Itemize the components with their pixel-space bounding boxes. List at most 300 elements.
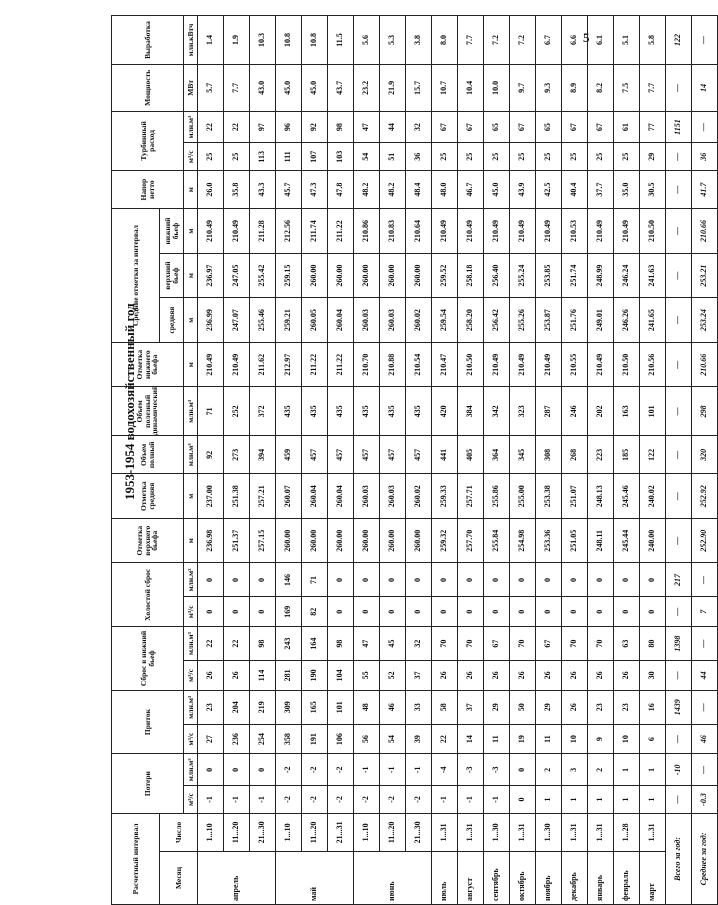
value-cell: 255.00	[510, 474, 536, 519]
value-cell: 1.4	[198, 16, 224, 65]
value-cell: 14	[458, 724, 484, 754]
value-cell: 210.88	[380, 342, 406, 387]
header-losses: Потери	[112, 754, 184, 813]
table-row	[354, 16, 380, 905]
value-cell: 243	[276, 627, 302, 661]
value-cell: 248.13	[588, 474, 614, 519]
value-cell: 259.32	[432, 518, 458, 563]
value-cell: 50	[510, 690, 536, 724]
value-cell: 98	[328, 111, 354, 143]
value-cell: 253.38	[536, 474, 562, 519]
value-cell: 260.04	[302, 474, 328, 519]
value-cell: 435	[328, 387, 354, 436]
value-cell: 210.54	[406, 342, 432, 387]
unit-cell: млн.кВтч	[184, 16, 198, 65]
value-cell: —	[666, 597, 692, 627]
value-cell: 5.1	[614, 16, 640, 65]
page-number: 5	[583, 30, 590, 45]
value-cell: 54	[354, 143, 380, 171]
value-cell: 6.1	[588, 16, 614, 65]
value-cell: 260.00	[380, 253, 406, 298]
value-cell: 268	[562, 436, 588, 474]
month-cell: июль	[432, 851, 458, 904]
month-cell: июнь	[354, 851, 432, 904]
value-cell: 67	[536, 627, 562, 661]
unit-cell: млн.м³	[184, 754, 198, 786]
value-cell: 210.66	[692, 342, 718, 387]
value-cell: 25	[198, 143, 224, 171]
table-row	[380, 16, 406, 905]
value-cell: 249.01	[588, 298, 614, 343]
value-cell: 247.07	[224, 298, 250, 343]
value-cell: 255.84	[484, 518, 510, 563]
value-cell: 26	[536, 661, 562, 691]
table-row	[588, 16, 614, 905]
header-level-lower: Отметка нижнего бьефа	[112, 342, 184, 387]
value-cell: 29	[640, 143, 666, 171]
value-cell: 25	[458, 143, 484, 171]
value-cell: 67	[484, 627, 510, 661]
value-cell: 7.2	[510, 16, 536, 65]
unit-cell: м³/с	[184, 143, 198, 171]
value-cell: 246	[562, 387, 588, 436]
value-cell: —	[692, 16, 718, 65]
value-cell: 257.70	[458, 518, 484, 563]
header-level-upper: Отметка верхнего бьефа	[112, 518, 184, 563]
value-cell: 253.87	[536, 298, 562, 343]
day-cell: 11...20	[380, 813, 406, 851]
value-cell: 259.52	[432, 253, 458, 298]
table-row	[432, 16, 458, 905]
value-cell: 372	[250, 387, 276, 436]
value-cell: 245.44	[614, 518, 640, 563]
day-cell: 21...30	[406, 813, 432, 851]
value-cell: 217	[666, 563, 692, 597]
value-cell: 67	[432, 111, 458, 143]
value-cell: —	[666, 518, 692, 563]
unit-cell: м	[184, 209, 198, 254]
value-cell: 0	[614, 563, 640, 597]
day-cell: 21...30	[250, 813, 276, 851]
value-cell: 0	[198, 597, 224, 627]
day-cell: 1...31	[588, 813, 614, 851]
value-cell: 258.20	[458, 298, 484, 343]
value-cell: 248.11	[588, 518, 614, 563]
total-row	[666, 16, 692, 905]
table-row	[536, 16, 562, 905]
value-cell: 211.74	[302, 209, 328, 254]
value-cell: 26	[224, 661, 250, 691]
value-cell: 32	[406, 627, 432, 661]
month-cell: апрель	[198, 851, 276, 904]
value-cell: 114	[250, 661, 276, 691]
value-cell: 16	[640, 690, 666, 724]
value-cell: 3	[562, 754, 588, 786]
value-cell: 260.03	[380, 474, 406, 519]
month-cell: ноябрь	[536, 851, 562, 904]
value-cell: 1	[640, 754, 666, 786]
value-cell: 80	[640, 627, 666, 661]
value-cell: 253.85	[536, 253, 562, 298]
value-cell: 0	[198, 754, 224, 786]
month-cell: октябрь	[510, 851, 536, 904]
value-cell: 8.2	[588, 64, 614, 111]
day-cell: 11...20	[302, 813, 328, 851]
header-turbine: Турбинный расход	[112, 111, 184, 170]
value-cell: 45.0	[484, 171, 510, 209]
value-cell: 251.38	[224, 474, 250, 519]
value-cell: 0	[588, 563, 614, 597]
value-cell: 260.00	[328, 518, 354, 563]
unit-cell: млн.м³	[184, 387, 198, 436]
value-cell: 9	[588, 724, 614, 754]
value-cell: 260.05	[302, 298, 328, 343]
header-discharge-lower: Сброс в нижний бьеф	[112, 627, 184, 691]
value-cell: 6.7	[536, 16, 562, 65]
value-cell: 210.49	[588, 209, 614, 254]
table-row	[510, 16, 536, 905]
value-cell: 255.26	[510, 298, 536, 343]
unit-cell: м	[184, 474, 198, 519]
value-cell: 40.4	[562, 171, 588, 209]
value-cell: 260.00	[276, 518, 302, 563]
value-cell: 22	[224, 627, 250, 661]
value-cell: 457	[354, 436, 380, 474]
value-cell: 251.05	[562, 518, 588, 563]
value-cell: 210.50	[640, 209, 666, 254]
value-cell: 364	[484, 436, 510, 474]
value-cell: 260.00	[328, 253, 354, 298]
value-cell: 459	[276, 436, 302, 474]
value-cell: 26	[432, 661, 458, 691]
value-cell: 0	[328, 563, 354, 597]
value-cell: 25	[224, 143, 250, 171]
value-cell: 5.7	[198, 64, 224, 111]
value-cell: 48.4	[406, 171, 432, 209]
value-cell: 25	[562, 143, 588, 171]
value-cell: 26	[562, 661, 588, 691]
value-cell: 9.3	[536, 64, 562, 111]
month-cell: декабрь	[562, 851, 588, 904]
value-cell: 8.0	[432, 16, 458, 65]
value-cell: 260.02	[406, 474, 432, 519]
value-cell: 185	[614, 436, 640, 474]
value-cell: 10.8	[302, 16, 328, 65]
value-cell: 457	[302, 436, 328, 474]
value-cell: 25	[614, 143, 640, 171]
value-cell: 435	[380, 387, 406, 436]
value-cell: 169	[276, 597, 302, 627]
value-cell: —	[692, 690, 718, 724]
value-cell: 25	[588, 143, 614, 171]
value-cell: 210.49	[198, 209, 224, 254]
value-cell: 19	[510, 724, 536, 754]
value-cell: 101	[328, 690, 354, 724]
value-cell: 43.3	[250, 171, 276, 209]
value-cell: 342	[484, 387, 510, 436]
value-cell: 210.53	[562, 209, 588, 254]
value-cell: 273	[224, 436, 250, 474]
day-cell: 21...31	[328, 813, 354, 851]
value-cell: —	[666, 474, 692, 519]
month-cell: август	[458, 851, 484, 904]
value-cell: 1.9	[224, 16, 250, 65]
header-idle-discharge: Холостой сброс	[112, 563, 184, 627]
value-cell: 1439	[666, 690, 692, 724]
value-cell: 6	[640, 724, 666, 754]
value-cell: 260.04	[328, 298, 354, 343]
value-cell: 210.49	[224, 342, 250, 387]
value-cell: 210.49	[614, 209, 640, 254]
value-cell: 7.2	[484, 16, 510, 65]
value-cell: 219	[250, 690, 276, 724]
value-cell: —	[692, 754, 718, 786]
value-cell: 42.5	[536, 171, 562, 209]
value-cell: -2	[276, 754, 302, 786]
value-cell: 260.00	[354, 518, 380, 563]
value-cell: 260.00	[302, 518, 328, 563]
value-cell: 165	[302, 690, 328, 724]
value-cell: 46	[692, 724, 718, 754]
value-cell: 252.92	[692, 474, 718, 519]
header-avg-upper: верхний бьеф	[160, 253, 184, 298]
value-cell: 457	[328, 436, 354, 474]
value-cell: 236.98	[198, 518, 224, 563]
table-row	[250, 16, 276, 905]
value-cell: 260.00	[406, 253, 432, 298]
value-cell: 48	[354, 690, 380, 724]
value-cell: 30	[640, 661, 666, 691]
value-cell: 260.00	[406, 518, 432, 563]
unit-cell: м	[184, 342, 198, 387]
value-cell: 0	[562, 597, 588, 627]
value-cell: 46.7	[458, 171, 484, 209]
value-cell: 255.24	[510, 253, 536, 298]
value-cell: -2	[328, 786, 354, 814]
value-cell: 70	[458, 627, 484, 661]
value-cell: 70	[562, 627, 588, 661]
value-cell: 77	[640, 111, 666, 143]
value-cell: 287	[536, 387, 562, 436]
value-cell: 0	[588, 597, 614, 627]
header-avg-levels: Средние отметки за интервал	[112, 209, 160, 343]
value-cell: 26	[614, 661, 640, 691]
value-cell: 259.54	[432, 298, 458, 343]
value-cell: 27	[198, 724, 224, 754]
value-cell: 25	[536, 143, 562, 171]
value-cell: 237.00	[198, 474, 224, 519]
unit-cell: м	[184, 518, 198, 563]
value-cell: 7.7	[224, 64, 250, 111]
value-cell: 25	[510, 143, 536, 171]
day-cell: 1...31	[562, 813, 588, 851]
value-cell: 10.4	[458, 64, 484, 111]
value-cell: 253.21	[692, 253, 718, 298]
value-cell: 65	[536, 111, 562, 143]
value-cell: 260.07	[276, 474, 302, 519]
day-cell: 1...31	[458, 813, 484, 851]
value-cell: 323	[510, 387, 536, 436]
day-cell: 11...20	[224, 813, 250, 851]
value-cell: 253.36	[536, 518, 562, 563]
table-row	[484, 16, 510, 905]
value-cell: 0	[640, 563, 666, 597]
value-cell: 308	[536, 436, 562, 474]
value-cell: 260.00	[354, 253, 380, 298]
value-cell: 29	[536, 690, 562, 724]
value-cell: 210.86	[354, 209, 380, 254]
value-cell: 45.0	[302, 64, 328, 111]
value-cell: 405	[458, 436, 484, 474]
value-cell: —	[666, 143, 692, 171]
day-cell: 1...30	[536, 813, 562, 851]
value-cell: 247.05	[224, 253, 250, 298]
value-cell: 210.70	[354, 342, 380, 387]
value-cell: 33	[406, 690, 432, 724]
value-cell: 26	[484, 661, 510, 691]
value-cell: —	[692, 627, 718, 661]
value-cell: 0	[510, 786, 536, 814]
value-cell: 43.9	[510, 171, 536, 209]
day-cell: 1...28	[614, 813, 640, 851]
unit-cell: млн.м³	[184, 690, 198, 724]
header-interval: Расчетный интервал	[112, 813, 160, 904]
table-row	[224, 16, 250, 905]
value-cell: -1	[250, 786, 276, 814]
value-cell: -2	[406, 786, 432, 814]
value-cell: 0	[250, 754, 276, 786]
value-cell: 101	[640, 387, 666, 436]
value-cell: 0	[198, 563, 224, 597]
table-row	[614, 16, 640, 905]
value-cell: 210.49	[484, 209, 510, 254]
header-output: Выработка	[112, 16, 184, 65]
value-cell: 259.21	[276, 298, 302, 343]
value-cell: 44	[692, 661, 718, 691]
unit-cell: млн.м³	[184, 563, 198, 597]
value-cell: 257.71	[458, 474, 484, 519]
value-cell: 45.7	[276, 171, 302, 209]
value-cell: 298	[692, 387, 718, 436]
unit-cell: млн.м³	[184, 627, 198, 661]
value-cell: 98	[328, 627, 354, 661]
value-cell: 26	[588, 661, 614, 691]
value-cell: 211.22	[328, 209, 354, 254]
value-cell: 1	[640, 786, 666, 814]
value-cell: 0	[484, 563, 510, 597]
value-cell: 111	[276, 143, 302, 171]
header-volume-useful: Объем полезный динамический	[112, 387, 184, 436]
value-cell: —	[666, 436, 692, 474]
month-cell: март	[640, 851, 666, 904]
value-cell: 394	[250, 436, 276, 474]
value-cell: 435	[302, 387, 328, 436]
value-cell: 23	[614, 690, 640, 724]
value-cell: 37	[406, 661, 432, 691]
value-cell: 236.97	[198, 253, 224, 298]
table-row	[562, 16, 588, 905]
value-cell: 255.42	[250, 253, 276, 298]
day-cell: 1...10	[276, 813, 302, 851]
value-cell: 211.62	[250, 342, 276, 387]
value-cell: -1	[224, 786, 250, 814]
value-cell: 146	[276, 563, 302, 597]
value-cell: 211.22	[328, 342, 354, 387]
value-cell: 0	[510, 597, 536, 627]
value-cell: 0	[458, 563, 484, 597]
value-cell: 260.03	[380, 298, 406, 343]
value-cell: 10.0	[484, 64, 510, 111]
value-cell: 260.03	[354, 298, 380, 343]
value-cell: 30.5	[640, 171, 666, 209]
value-cell: 25	[484, 143, 510, 171]
value-cell: 0	[536, 597, 562, 627]
value-cell: -4	[432, 754, 458, 786]
value-cell: 36	[406, 143, 432, 171]
value-cell: 0	[224, 563, 250, 597]
value-cell: 35.8	[224, 171, 250, 209]
value-cell: 39	[406, 724, 432, 754]
value-cell: 245.46	[614, 474, 640, 519]
month-cell: январь	[588, 851, 614, 904]
reservoir-table	[111, 15, 718, 905]
value-cell: 8.9	[562, 64, 588, 111]
value-cell: 71	[198, 387, 224, 436]
value-cell: 236.99	[198, 298, 224, 343]
value-cell: 0	[614, 597, 640, 627]
value-cell: 51	[380, 143, 406, 171]
value-cell: 255.46	[250, 298, 276, 343]
value-cell: 23.2	[354, 64, 380, 111]
value-cell: 0	[354, 563, 380, 597]
value-cell: 107	[302, 143, 328, 171]
value-cell: —	[666, 209, 692, 254]
value-cell: 98	[250, 627, 276, 661]
header-avg-mid: средняя	[160, 298, 184, 343]
value-cell: 11.5	[328, 16, 354, 65]
value-cell: 10	[614, 724, 640, 754]
value-cell: -1	[198, 786, 224, 814]
value-cell: 240.02	[640, 474, 666, 519]
value-cell: 256.42	[484, 298, 510, 343]
value-cell: 10.7	[432, 64, 458, 111]
value-cell: 37	[458, 690, 484, 724]
value-cell: 47	[354, 627, 380, 661]
value-cell: 0	[484, 597, 510, 627]
value-cell: 0	[640, 597, 666, 627]
value-cell: 210.56	[640, 342, 666, 387]
value-cell: 0	[562, 563, 588, 597]
day-cell: 1...31	[432, 813, 458, 851]
value-cell: 223	[588, 436, 614, 474]
value-cell: 3.8	[406, 16, 432, 65]
value-cell: 210.49	[484, 342, 510, 387]
unit-cell: млн.м³	[184, 111, 198, 143]
value-cell: 240.00	[640, 518, 666, 563]
value-cell: 0	[536, 563, 562, 597]
value-cell: -10	[666, 754, 692, 786]
value-cell: 252.90	[692, 518, 718, 563]
value-cell: 113	[250, 143, 276, 171]
value-cell: 26	[510, 661, 536, 691]
value-cell: 0	[510, 754, 536, 786]
header-day: Число	[160, 813, 198, 851]
value-cell: 241.65	[640, 298, 666, 343]
value-cell: 255.86	[484, 474, 510, 519]
value-cell: 7.7	[458, 16, 484, 65]
value-cell: 210.49	[510, 342, 536, 387]
value-cell: —	[666, 661, 692, 691]
